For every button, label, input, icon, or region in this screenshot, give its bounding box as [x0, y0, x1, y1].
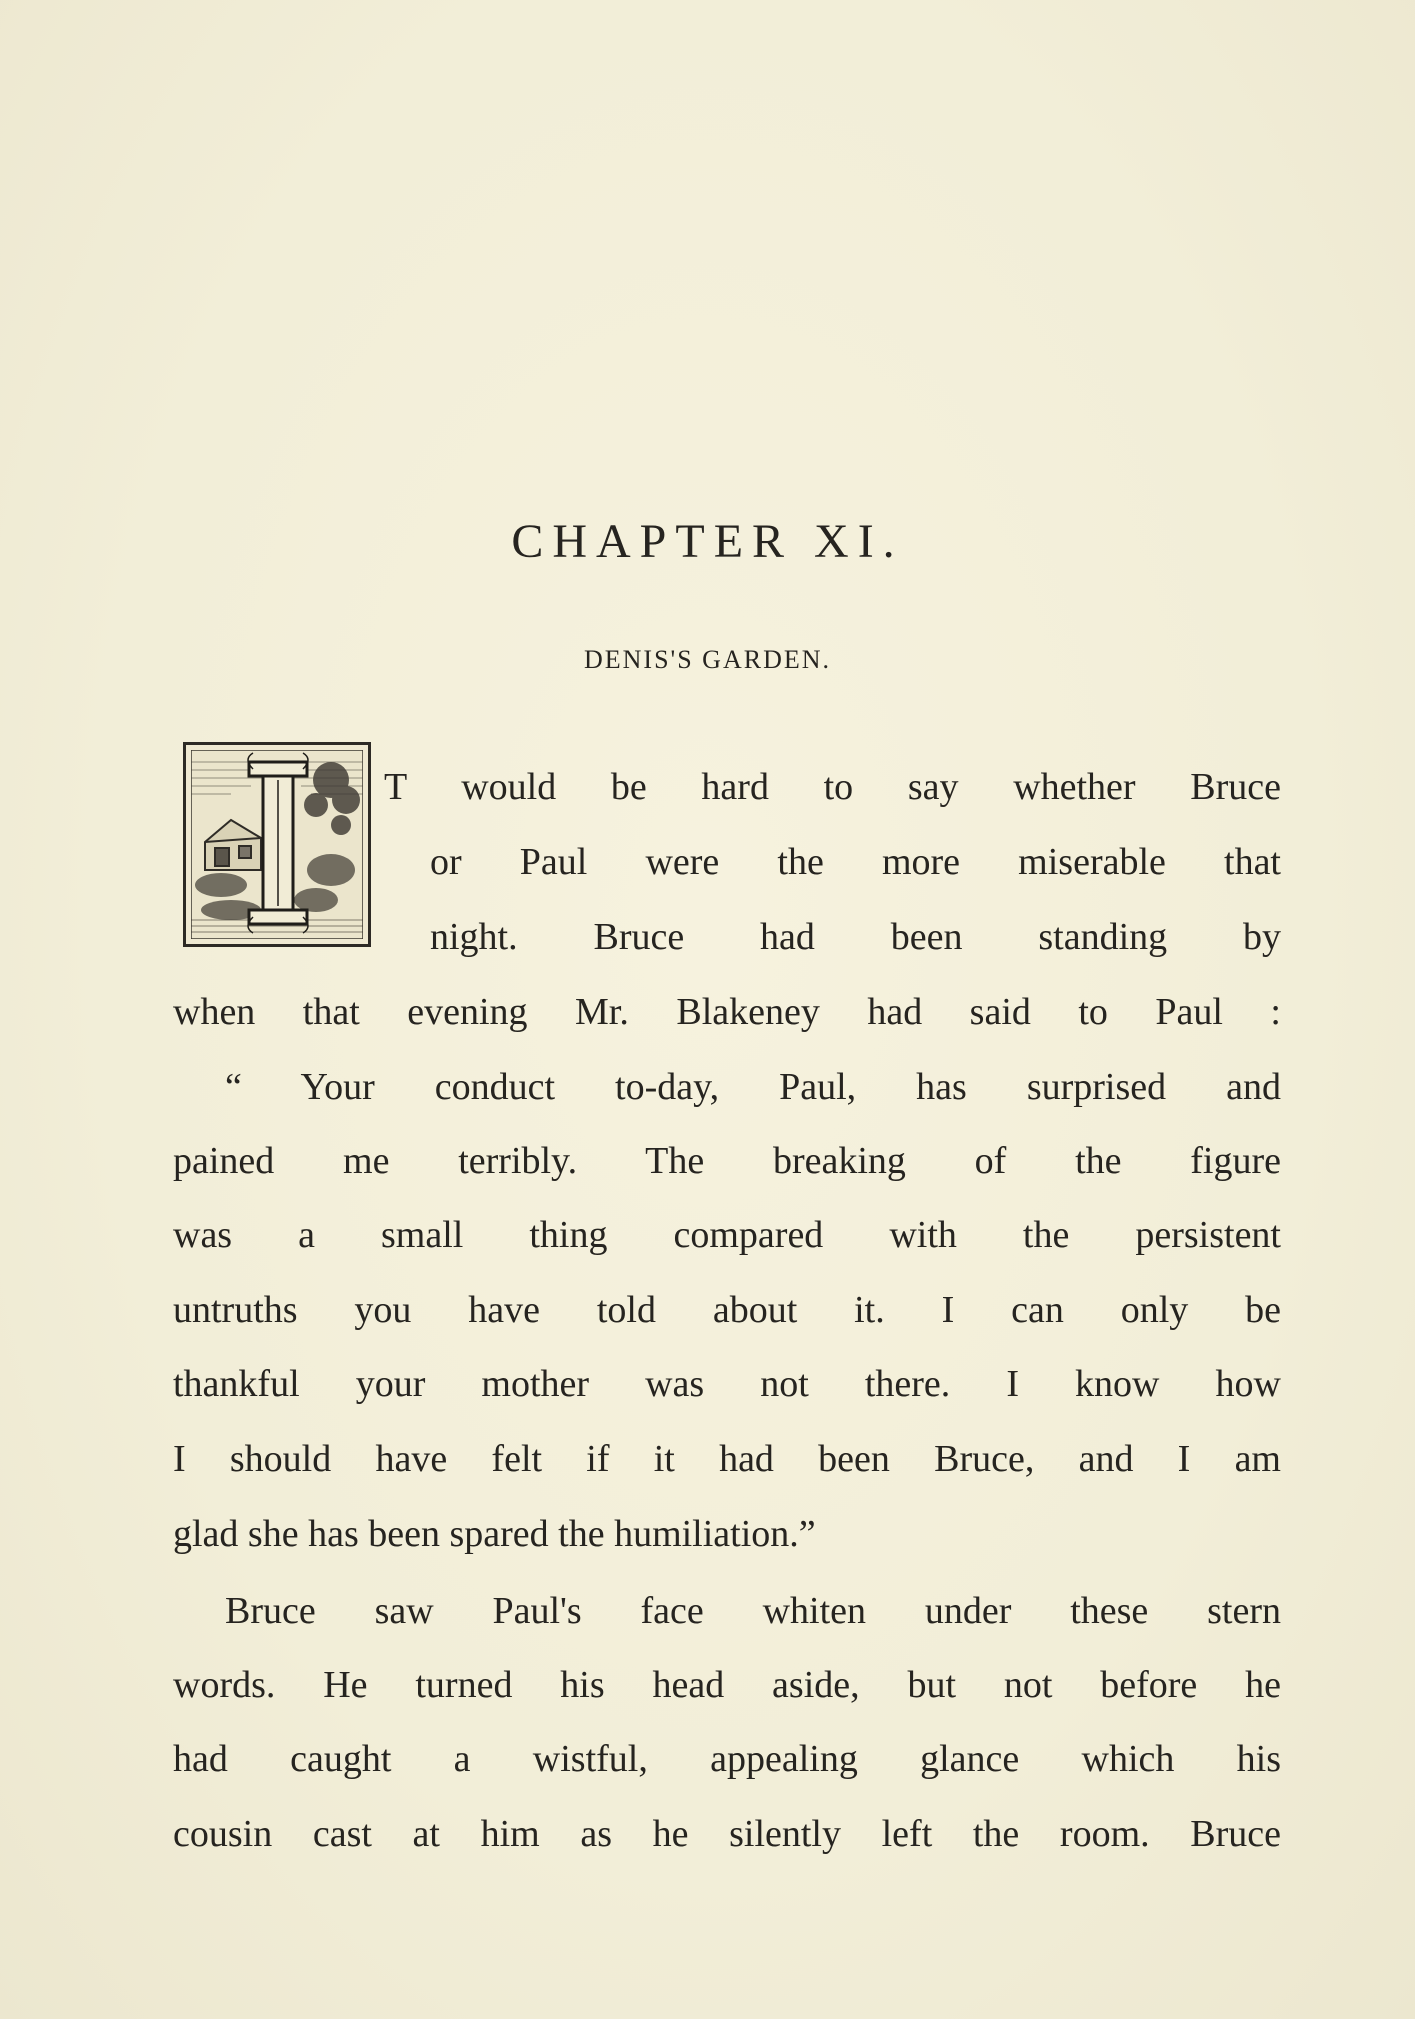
illuminated-initial-garden-icon	[183, 742, 371, 947]
text-line-8: untruths you have told about it. I can only be	[173, 1289, 1281, 1331]
text-line-14: had caught a wistful, appealing glance which his	[173, 1738, 1281, 1780]
text-line-11: glad she has been spared the humiliation.”	[173, 1513, 816, 1555]
text-line-10: I should have felt if it had been Bruce, and I am	[173, 1438, 1281, 1480]
chapter-title: CHAPTER XI.	[511, 515, 904, 568]
text-line-3: night. Bruce had been standing by	[430, 916, 1281, 958]
text-line-15: cousin cast at him as he silently left the room. Bruce	[173, 1813, 1281, 1855]
text-line-1: T would be hard to say whether Bruce	[384, 766, 1281, 808]
dropcap-illustration	[191, 750, 363, 939]
text-line-6: pained me terribly. The breaking of the figure	[173, 1140, 1281, 1182]
text-line-13: words. He turned his head aside, but not before he	[173, 1664, 1281, 1706]
text-line-7: was a small thing compared with the persistent	[173, 1214, 1281, 1256]
text-line-5: “ Your conduct to-day, Paul, has surprised and	[225, 1066, 1281, 1108]
text-line-9: thankful your mother was not there. I know how	[173, 1363, 1281, 1405]
chapter-subtitle: DENIS'S GARDEN.	[583, 645, 832, 674]
text-line-4: when that evening Mr. Blakeney had said to Paul :	[173, 991, 1281, 1033]
text-line-2: or Paul were the more miserable that	[430, 841, 1281, 883]
text-line-12: Bruce saw Paul's face whiten under these stern	[225, 1590, 1281, 1632]
